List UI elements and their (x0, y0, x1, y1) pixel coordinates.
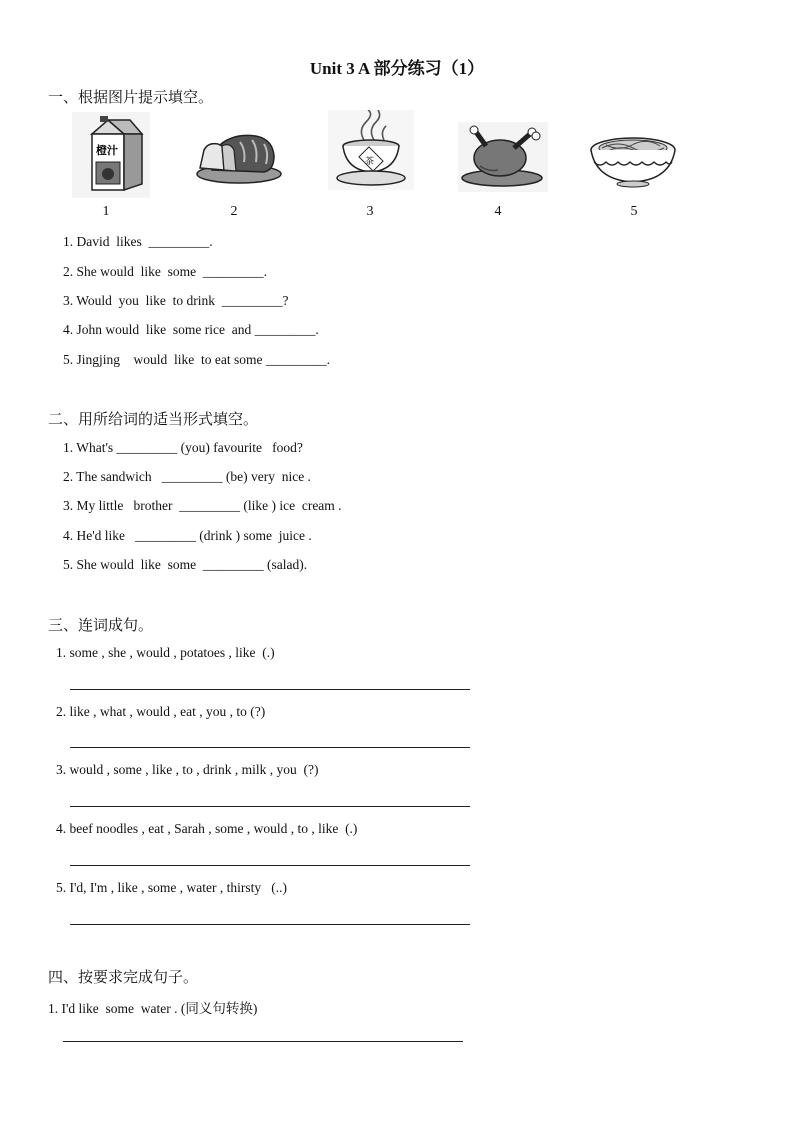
exercise-item: 1. I'd like some water . (同义句转换) (48, 1001, 258, 1016)
tea-bowl-icon (328, 110, 414, 190)
picture-number: 2 (230, 204, 238, 219)
section-1-heading: 一、根据图片提示填空。 (48, 90, 214, 106)
exercise-item: 3. My little brother _________ (like ) ice cream . (63, 498, 342, 513)
page-title: Unit 3 A 部分练习（1） (309, 59, 485, 78)
picture-number: 4 (494, 204, 502, 219)
exercise-item: 2. She would like some _________. (63, 264, 267, 279)
exercise-item: 3. would , some , like , to , drink , milk , you (?) (56, 762, 319, 777)
exercise-item: 2. The sandwich _________ (be) very nice . (63, 469, 311, 484)
picture-number: 1 (102, 204, 110, 219)
answer-line[interactable] (63, 1041, 463, 1042)
answer-line[interactable] (70, 865, 470, 866)
exercise-item: 3. Would you like to drink _________? (63, 293, 289, 308)
exercise-item: 4. beef noodles , eat , Sarah , some , would , to , like (.) (56, 821, 358, 836)
answer-line[interactable] (70, 806, 470, 807)
bowl-text: 茶 (365, 157, 375, 167)
exercise-item: 5. She would like some _________ (salad). (63, 557, 308, 572)
picture-number: 3 (366, 204, 374, 219)
picture-number: 5 (630, 204, 638, 219)
bread-icon (194, 124, 284, 186)
exercise-item: 5. I'd, I'm , like , some , water , thirsty (..) (56, 880, 287, 895)
answer-line[interactable] (70, 689, 470, 690)
exercise-item: 4. He'd like _________ (drink ) some juice . (63, 528, 312, 543)
answer-line[interactable] (70, 747, 470, 748)
juice-carton-icon (72, 112, 150, 198)
exercise-item: 1. What's _________ (you) favourite food? (63, 440, 303, 455)
carton-text: 橙汁 (96, 144, 118, 157)
noodles-icon (588, 128, 678, 190)
section-2-heading: 二、用所给词的适当形式填空。 (48, 412, 259, 428)
exercise-item: 1. some , she , would , potatoes , like (.) (56, 645, 275, 660)
exercise-item: 5. Jingjing would like to eat some _________. (63, 352, 330, 367)
answer-line[interactable] (70, 924, 470, 925)
exercise-item: 4. John would like some rice and _________. (63, 322, 319, 337)
section-4-heading: 四、按要求完成句子。 (48, 970, 199, 986)
chicken-icon (458, 122, 548, 192)
exercise-item: 1. David likes _________. (63, 234, 213, 249)
exercise-item: 2. like , what , would , eat , you , to (?) (56, 704, 266, 719)
section-3-heading: 三、连词成句。 (48, 618, 154, 634)
